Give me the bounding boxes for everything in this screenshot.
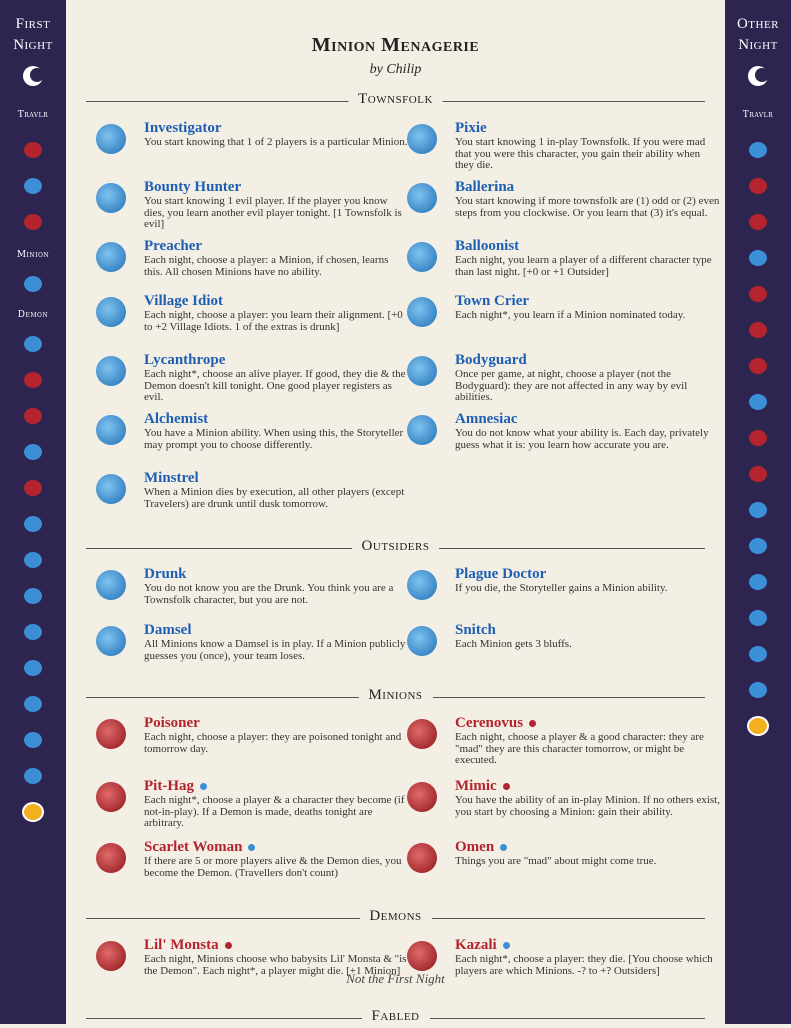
section-title: Minions <box>358 687 432 704</box>
megaphone-icon <box>749 574 767 590</box>
character-name: Lil' Monsta <box>144 937 409 954</box>
character-name: Minstrel <box>144 470 199 486</box>
eye-icon <box>407 843 437 873</box>
teddy-bear-icon <box>24 516 42 532</box>
lollipop-icon <box>749 646 767 662</box>
character-ability: Things you are "mad" about might come true. <box>455 855 657 867</box>
character-ability: Each night, you learn a player of a different character type than last night. [+0 or +1 Outsider] <box>455 254 712 278</box>
sidebar-label-minion: Minion <box>16 250 50 260</box>
character-name: Village Idiot <box>144 293 224 309</box>
slipper-icon <box>96 626 126 656</box>
section-title: Fabled <box>361 1008 429 1025</box>
character-name: Omen <box>455 839 720 856</box>
character-damsel <box>144 622 409 662</box>
poison-vial-icon <box>749 178 767 194</box>
character-ability: Each night, choose a player & a good character: they are "mad" they are this character tomorrow, or might be executed. <box>455 731 704 766</box>
brain-icon <box>24 214 42 230</box>
monsta-icon <box>24 372 42 388</box>
cerenovus-icon <box>749 286 767 302</box>
character-pixie <box>455 120 720 172</box>
balloon-icon <box>749 610 767 626</box>
character-ability: You do not know you are the Drunk. You think you are a Townsfolk character, but you are not. <box>144 582 394 606</box>
section-demons <box>86 908 705 928</box>
snitch-icon <box>407 626 437 656</box>
poison-vial-icon <box>96 719 126 749</box>
cerenovus-icon <box>24 480 42 496</box>
character-ability: Each night*, choose a player: they die. [You choose which players are which Minions. -? to +? Outsiders] <box>455 953 713 977</box>
book-icon <box>96 242 126 272</box>
teddy-bear-icon <box>407 124 437 154</box>
jinx-icon <box>225 942 232 949</box>
character-ability: Each night, Minions choose who babysits Lil' Monsta & "is the Demon". Each night*, a player might die. [+1 Minion] <box>144 953 407 977</box>
character-ability: You start knowing if more townsfolk are (1) odd or (2) even steps from you clockwise. Or you learn that (3) it's equal. <box>455 195 720 219</box>
character-mimic <box>455 778 720 818</box>
section-townsfolk <box>86 91 705 111</box>
potion-icon <box>96 415 126 445</box>
jinx-icon <box>200 783 207 790</box>
character-bounty-hunter <box>144 179 409 231</box>
lips-icon <box>96 843 126 873</box>
script-sheet <box>66 0 725 1024</box>
kazali-icon <box>749 466 767 482</box>
ballet-shoes-icon <box>24 660 42 676</box>
character-name: Plague Doctor <box>455 566 547 582</box>
question-mark-icon <box>749 538 767 554</box>
magnifier-icon <box>24 624 42 640</box>
character-ability: Each night, choose a player: a Minion, if chosen, learns this. All chosen Minions have no ability. <box>144 254 389 278</box>
cauldron-icon <box>96 782 126 812</box>
character-name: Bounty Hunter <box>144 179 242 195</box>
jinx-icon <box>529 720 536 727</box>
character-name: Damsel <box>144 622 192 638</box>
lollipop-icon <box>24 732 42 748</box>
section-minions <box>86 687 705 707</box>
character-ability: When a Minion dies by execution, all other players (except Travelers) are drunk until dusk tomorrow. <box>144 486 405 510</box>
lyre-icon <box>96 474 126 504</box>
character-name: Alchemist <box>144 411 209 427</box>
script-author: by Chilip <box>369 62 422 77</box>
character-ability: You do not know what your ability is. Each day, privately guess what it is: you learn how accurate you are. <box>455 427 709 451</box>
character-ability: All Minions know a Damsel is in play. If a Minion publicly guesses you (once), your team loses. <box>144 638 406 662</box>
character-ability: Each night*, choose a player & a character they become (if not-in-play). If a Demon is made, deaths tonight are arbitrary. <box>144 794 405 829</box>
character-investigator <box>144 120 409 149</box>
character-name: Drunk <box>144 566 187 582</box>
sun-icon <box>747 716 769 736</box>
magnifier-icon <box>96 124 126 154</box>
character-ability: You have the ability of an in-play Minion. If no others exist, you start by choosing a Minion: gain their ability. <box>455 794 720 818</box>
slipper-icon <box>24 552 42 568</box>
character-name: Ballerina <box>455 179 515 195</box>
character-ability: If there are 5 or more players alive & the Demon dies, you become the Demon. (Travellers don't count) <box>144 855 402 879</box>
slipper-icon <box>749 502 767 518</box>
character-amnesiac <box>455 411 720 451</box>
sidebar-label-travelers: Travlr <box>742 110 774 120</box>
section-title: Outsiders <box>352 538 440 555</box>
jinx-icon <box>503 783 510 790</box>
character-name: Investigator <box>144 120 222 136</box>
character-name: Balloonist <box>455 238 520 254</box>
balloon-icon <box>407 242 437 272</box>
swords-icon <box>24 444 42 460</box>
book-icon <box>24 336 42 352</box>
monsta-icon <box>749 430 767 446</box>
character-ability: You start knowing 1 in-play Townsfolk. If you were mad that you were this character, you gain their ability when they die. <box>455 136 706 171</box>
character-name: Scarlet Woman <box>144 839 409 856</box>
moon-icon <box>23 66 43 86</box>
character-ability: You start knowing 1 evil player. If the player you know dies, you learn another evil player tonight. [1 Townsfolk is evil] <box>144 195 402 230</box>
book-icon <box>749 142 767 158</box>
cauldron-icon <box>749 322 767 338</box>
character-name: Snitch <box>455 622 496 638</box>
character-name: Mimic <box>455 778 720 795</box>
not-first-night-note: Not the First Night <box>346 971 445 986</box>
jinx-icon <box>500 844 507 851</box>
character-ability: Each Minion gets 3 bluffs. <box>455 638 572 650</box>
balloon-icon <box>24 696 42 712</box>
other-night-sidebar <box>725 0 791 1024</box>
first-night-sidebar <box>0 0 66 1024</box>
character-name: Kazali <box>455 937 720 954</box>
character-plague-doctor <box>455 566 720 595</box>
character-ability: Each night, choose a player: they are poisoned tonight and tomorrow day. <box>144 731 402 755</box>
question-mark-icon <box>24 588 42 604</box>
moon-icon <box>748 66 768 86</box>
character-name: Pit-Hag <box>144 778 409 795</box>
megaphone-icon <box>407 297 437 327</box>
swords-icon <box>407 356 437 386</box>
character-name: Cerenovus <box>455 715 720 732</box>
character-pit-hag <box>144 778 409 830</box>
sun-icon <box>22 802 44 822</box>
character-preacher <box>144 238 409 278</box>
monsta-icon <box>96 941 126 971</box>
character-poisoner <box>144 715 409 755</box>
section-title: Townsfolk <box>348 91 443 108</box>
potion-icon <box>24 178 42 194</box>
sidebar-label-demon: Demon <box>17 310 49 320</box>
poison-vial-icon <box>24 408 42 424</box>
character-name: Preacher <box>144 238 203 254</box>
character-name: Amnesiac <box>455 411 518 427</box>
harlot-icon <box>24 142 42 158</box>
brain-icon <box>407 719 437 749</box>
snitch-icon <box>24 276 42 292</box>
character-name: Bodyguard <box>455 352 527 368</box>
script-title: Minion Menagerie <box>311 34 480 56</box>
glasses-icon <box>24 768 42 784</box>
character-omen <box>455 839 720 868</box>
character-ability: You start knowing that 1 of 2 players is a particular Minion. <box>144 136 408 148</box>
character-ability: Each night, choose a player: you learn their alignment. [+0 to +2 Village Idiots. 1 of the extras is drunk] <box>144 309 403 333</box>
mimic-chest-icon <box>407 782 437 812</box>
lollipop-icon <box>96 297 126 327</box>
character-ballerina <box>455 179 720 219</box>
character-minstrel <box>144 470 409 510</box>
lips-icon <box>749 358 767 374</box>
jinx-icon <box>503 942 510 949</box>
character-scarlet-woman <box>144 839 409 879</box>
character-name: Lycanthrope <box>144 352 226 368</box>
character-name: Town Crier <box>455 293 530 309</box>
question-mark-icon <box>407 415 437 445</box>
character-alchemist <box>144 411 409 451</box>
glasses-icon <box>96 183 126 213</box>
character-town-crier <box>455 293 720 322</box>
swords-icon <box>749 250 767 266</box>
paw-icon <box>96 356 126 386</box>
character-snitch <box>455 622 720 651</box>
character-village-idiot <box>144 293 409 333</box>
character-bodyguard <box>455 352 720 404</box>
character-ability: Once per game, at night, choose a player (not the Bodyguard): they are not affected in any way by evil abilities. <box>455 368 688 403</box>
character-ability: Each night*, you learn if a Minion nominated today. <box>455 309 686 321</box>
character-balloonist <box>455 238 720 278</box>
glasses-icon <box>749 682 767 698</box>
eye-icon <box>749 214 767 230</box>
plague-mask-icon <box>407 570 437 600</box>
snitch-icon <box>749 394 767 410</box>
character-cerenovus <box>455 715 720 767</box>
character-drunk <box>144 566 409 606</box>
section-outsiders <box>86 538 705 558</box>
first-night-title: First Night <box>13 16 53 53</box>
kazali-icon <box>407 941 437 971</box>
sidebar-label-travelers: Travlr <box>17 110 49 120</box>
tankard-icon <box>96 570 126 600</box>
character-name: Pixie <box>455 120 487 136</box>
section-fabled <box>86 1008 705 1028</box>
ballet-shoes-icon <box>407 183 437 213</box>
character-ability: If you die, the Storyteller gains a Minion ability. <box>455 582 668 594</box>
jinx-icon <box>248 844 255 851</box>
character-lycanthrope <box>144 352 409 404</box>
character-name: Poisoner <box>144 715 200 731</box>
character-ability: You have a Minion ability. When using this, the Storyteller may prompt you to choose differently. <box>144 427 404 451</box>
other-night-title: Other Night <box>736 16 780 53</box>
section-title: Demons <box>359 908 431 925</box>
character-ability: Each night*, choose an alive player. If good, they die & the Demon doesn't kill tonight. One good player registers as evil. <box>144 368 406 403</box>
